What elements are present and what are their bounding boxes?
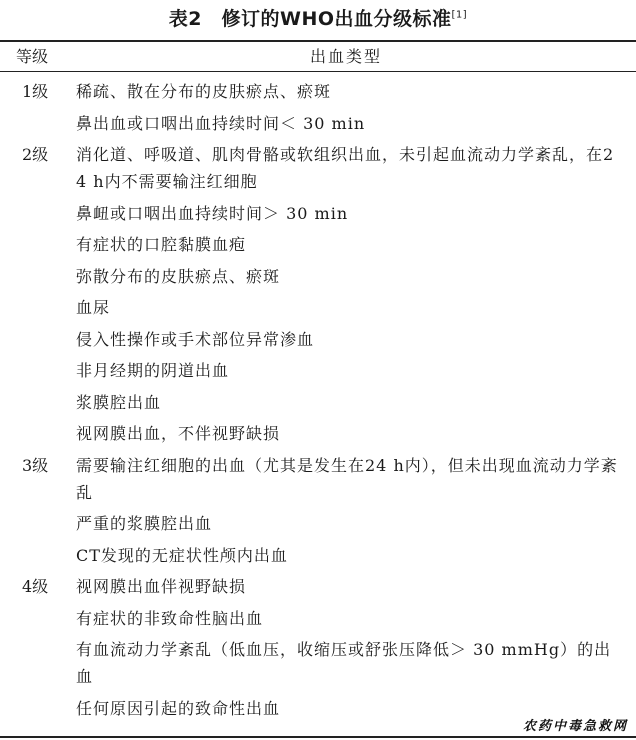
bottom-rule <box>0 736 636 738</box>
bleeding-type-item: 鼻衄或口咽出血持续时间＞ 30 min <box>76 203 349 223</box>
table-body <box>0 78 636 726</box>
table-title <box>0 6 636 32</box>
grade-row <box>0 141 636 447</box>
bleeding-type-item: 需要输注红细胞的出血（尤其是发生在24 h内），但未出现血流动力学紊乱 <box>76 455 618 502</box>
bleeding-type-list <box>76 78 624 137</box>
bleeding-type-item: 侵入性操作或手术部位异常渗血 <box>76 329 315 349</box>
grade-row <box>0 573 636 722</box>
bleeding-type-item: 浆膜腔出血 <box>76 392 162 412</box>
bleeding-type-list <box>76 452 624 569</box>
grade-label: 4级 <box>22 577 49 596</box>
bleeding-type-item: 有症状的非致命性脑出血 <box>76 608 264 628</box>
header-type: 出血类型 <box>310 47 383 66</box>
table-header <box>0 42 636 71</box>
bleeding-type-item: 血尿 <box>76 298 111 317</box>
table-title-text: 表2 修订的WHO出血分级标准 <box>168 8 452 30</box>
grade-label: 3级 <box>22 455 49 475</box>
header-grade: 等级 <box>16 47 49 66</box>
bleeding-type-item: 任何原因引起的致命性出血 <box>76 698 281 718</box>
bleeding-type-item: 有症状的口腔黏膜血疱 <box>76 235 247 254</box>
bleeding-type-item: 视网膜出血，不伴视野缺损 <box>76 424 281 443</box>
bleeding-type-item: CT发现的无症状性颅内出血 <box>76 545 288 565</box>
grade-label: 1级 <box>22 82 49 101</box>
bleeding-type-item: 弥散分布的皮肤瘀点、瘀斑 <box>76 266 281 286</box>
grade-row <box>0 452 636 569</box>
citation-ref: [1] <box>451 9 468 21</box>
bleeding-type-item: 消化道、呼吸道、肌肉骨骼或软组织出血，未引起血流动力学紊乱，在24 h内不需要输注红细胞 <box>76 145 615 191</box>
bleeding-type-item: 严重的浆膜腔出血 <box>76 514 213 533</box>
bleeding-type-list <box>76 573 624 722</box>
bleeding-type-item: 视网膜出血伴视野缺损 <box>76 577 247 596</box>
grade-label: 2级 <box>22 145 49 164</box>
bleeding-type-list <box>76 141 624 447</box>
bleeding-type-item: 非月经期的阴道出血 <box>76 361 230 380</box>
header-rule <box>0 71 636 72</box>
bleeding-type-item: 有血流动力学紊乱（低血压，收缩压或舒张压降低＞ 30 mmHg）的出血 <box>76 640 612 686</box>
grade-row <box>0 78 636 137</box>
watermark: 农药中毒急救网 <box>521 715 630 734</box>
bleeding-type-item: 稀疏、散在分布的皮肤瘀点、瘀斑 <box>76 82 332 101</box>
bleeding-type-item: 鼻出血或口咽出血持续时间＜ 30 min <box>76 113 366 133</box>
